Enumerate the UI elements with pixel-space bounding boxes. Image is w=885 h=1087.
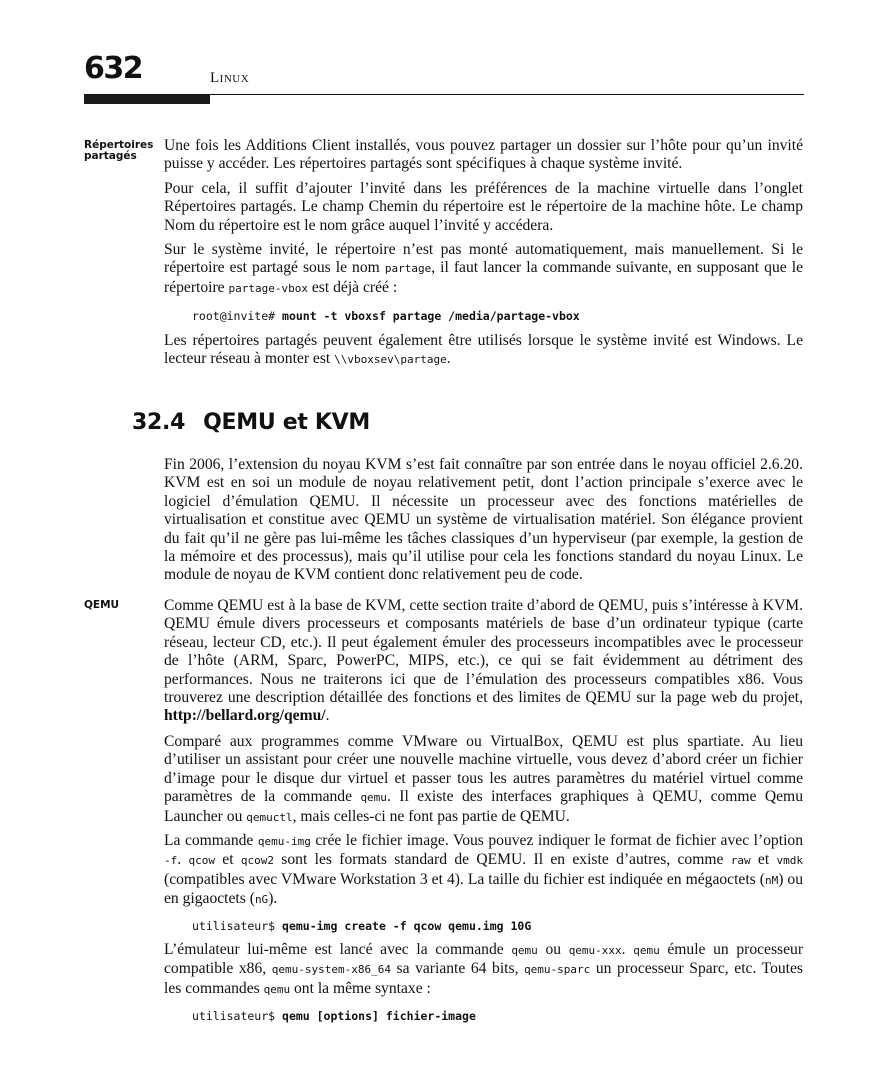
inline-code: qemu [633, 944, 660, 957]
shell-command: mount -t vboxsf partage /media/partage-vbox [282, 309, 580, 323]
shell-prompt: utilisateur$ [192, 1009, 283, 1023]
inline-code: qemu-sparc [524, 963, 591, 977]
margin-note-qemu: QEMU [84, 599, 120, 611]
paragraph-qemu-img: La commande qemu-img crée le fichier image. Vous pouvez indiquer le format de fichier avec l’option -f. qcow et qcow2 sont les formats standard de QEMU. Il en existe d’autres, comme raw et vmdk (compatibles avec VMware Workstation 3 et 4). La taille du fichier est indiquée en mégaoctets (nM) ou en gigaoctets (nG). [164, 832, 804, 908]
paragraph-shared-intro: Une fois les Additions Client installés, vous pouvez partager un dossier sur l’hôte pour qu’un invité puisse y accéder. Les répertoires partagés sont spécifiques à chaque système invité. [164, 137, 803, 173]
paragraph-shared-windows: Les répertoires partagés peuvent également être utilisés lorsque le système invité est Windows. Le lecteur réseau à monter est \\vboxsev\partage. [164, 332, 803, 368]
code-block-qemu-run [192, 1009, 476, 1023]
inline-code: partage [384, 262, 432, 276]
inline-code: \\vboxsev\partage [334, 353, 447, 367]
page-number: 632 [84, 51, 143, 86]
inline-code: raw [730, 854, 751, 868]
paragraph-qemu-intro: Comme QEMU est à la base de KVM, cette section traite d’abord de QEMU, puis s’intéresse à KVM. QEMU émule divers processeurs et composants matériels de base d’un ordinateur typique (carte réseau, lecteur CD, etc.). Il peut également émuler des processeurs incompatibles avec le processeur de l’hôte (ARM, Sparc, PowerPC, MIPS, etc.), ce qui se fait évidemment au détriment des performances. Nous ne traiterons ici que de l’émulation des processeurs compatibles x86. Vous trouverez une description détaillée des fonctions et des limites de QEMU sur la page web du projet, http://bellard.org/qemu/. [164, 597, 803, 725]
shell-command: qemu-img create -f qcow qemu.img 10G [282, 919, 532, 933]
paragraph-kvm-intro: Fin 2006, l’extension du noyau KVM s’est fait connaître par son entrée dans le noyau officiel 2.6.20. KVM est en soi un module de noyau relativement petit, dont l’action principale s’exerce avec le logiciel d’émulation QEMU. Il nécessite un processeur avec des fonctions matérielles de virtualisation et constitue avec QEMU un système de virtualisation matériel. Son élégance provient du fait qu’il ne gère pas lui-même les tâches classiques d’un hyperviseur (par exemple, la gestion de la mémoire et des processus), mais qu’il utilise pour cela les fonctions standard du noyau Linux. Le module de noyau de KVM contient donc relativement peu de code. [164, 456, 803, 584]
inline-code: qemu-img [257, 835, 311, 848]
inline-code: qemu-xxx [568, 944, 622, 957]
inline-code: qcow [188, 854, 215, 868]
running-head [210, 70, 249, 87]
shell-prompt: utilisateur$ [192, 919, 283, 933]
paragraph-shared-mount: Sur le système invité, le répertoire n’est pas monté automatiquement, mais manuellement. Si le répertoire est partagé sous le nom partage, il faut lancer la commande suivante, en supposant que le répertoire partage-vbox est déjà créé : [164, 241, 803, 296]
paragraph-qemu-compare: Comparé aux programmes comme VMware ou VirtualBox, QEMU est plus spartiate. Au lieu d’utiliser un assistant pour créer une nouvelle machine virtuelle, vous devez d’abord créer un fichier d’image pour le disque dur virtuel et passer tous les autres paramètres du matériel virtuel comme paramètres de la commande qemu. Il existe des interfaces graphiques à QEMU, comme Qemu Launcher ou qemuctl, mais celles-ci ne font pas partie de QEMU. [164, 733, 803, 825]
inline-code: nM [764, 873, 779, 887]
paragraph-shared-config: Pour cela, il suffit d’ajouter l’invité dans les préférences de la machine virtuelle dans l’onglet Répertoires partagés. Le champ Chemin du répertoire est le répertoire de la machine hôte. Le champ Nom du répertoire est le nom grâce auquel l’invité y accédera. [164, 180, 803, 234]
section-heading [132, 410, 370, 435]
running-head-title: Linux [210, 70, 250, 86]
header-bar [84, 94, 210, 104]
inline-code: qemu [360, 791, 387, 805]
inline-code: vmdk [776, 854, 803, 868]
margin-note-line: partagés [84, 150, 137, 162]
margin-note-line: Répertoires [84, 139, 154, 151]
inline-code: nG [254, 893, 269, 907]
paragraph-qemu-launch: L’émulateur lui-même est lancé avec la commande qemu ou qemu-xxx. qemu émule un processeur compatible x86, qemu-system-x86_64 sa variante 64 bits, qemu-sparc un processeur Sparc, etc. Toutes les commandes qemu ont la même syntaxe : [164, 941, 804, 997]
inline-code: partage-vbox [228, 281, 308, 295]
shell-command: qemu [options] fichier-image [282, 1009, 476, 1023]
margin-note-shared-dirs [84, 140, 153, 162]
section-number: 32.4 [132, 410, 186, 435]
project-url: http://bellard.org/qemu/ [164, 707, 326, 725]
inline-code: -f [164, 854, 178, 868]
code-block-qemu-img [192, 919, 531, 933]
inline-code: qcow2 [240, 854, 274, 868]
inline-code: qemuctl [246, 810, 293, 824]
inline-code: qemu-system-x86_64 [271, 963, 391, 977]
inline-code: qemu [263, 982, 291, 996]
code-block-mount [192, 309, 580, 323]
inline-code: qemu [511, 944, 538, 957]
section-title: QEMU et KVM [203, 410, 371, 435]
shell-prompt: root@invite# [192, 309, 283, 323]
